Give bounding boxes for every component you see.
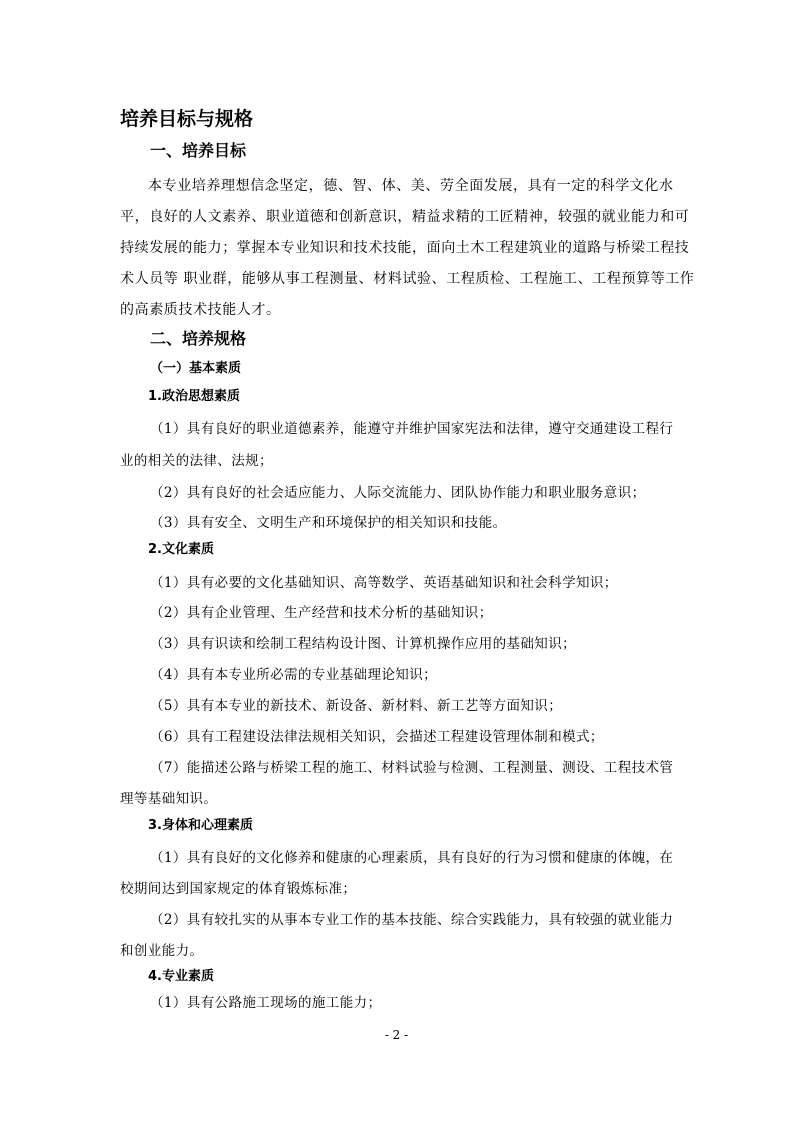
list-item: （1）具有良好的文化修养和健康的心理素质，具有良好的行为习惯和健康的体魄，在 [150, 850, 674, 866]
list-item: （2）具有良好的社会适应能力、人际交流能力、团队协作能力和职业服务意识； [150, 485, 646, 501]
group-heading: 3.身体和心理素质 [148, 818, 253, 833]
subsection-heading: （一）基本素质 [150, 361, 242, 376]
paragraph-line: 本专业培养理想信念坚定，德、智、体、美、劳全面发展，具有一定的科学文化水 [148, 178, 674, 194]
list-item: 校期间达到国家规定的体育锻炼标准； [120, 881, 357, 897]
list-item: 和创业能力。 [120, 943, 204, 959]
section-heading-goals: 一、培养目标 [150, 141, 247, 160]
list-item: （1）具有良好的职业道德素养，能遵守并维护国家宪法和法律，遵守交通建设工程行 [150, 421, 674, 437]
group-heading: 1.政治思想素质 [148, 389, 240, 404]
paragraph-line: 术人员等 职业群，能够从事工程测量、材料试验、工程质检、工程施工、工程预算等工作 [120, 271, 695, 287]
list-item: （6）具有工程建设法律法规相关知识，会描述工程建设管理体制和模式； [150, 729, 604, 745]
group-heading: 4.专业素质 [148, 969, 214, 984]
paragraph-line: 的高素质技术技能人才。 [120, 302, 281, 318]
list-item: 理等基础知识。 [120, 791, 218, 807]
paragraph-line: 平，良好的人文素养、职业道德和创新意识，精益求精的工匠精神，较强的就业能力和可 [120, 209, 690, 225]
group-heading: 2.文化素质 [148, 542, 214, 557]
list-item: （1）具有必要的文化基础知识、高等数学、英语基础知识和社会科学知识； [150, 575, 618, 591]
list-item: （4）具有本专业所必需的专业基础理论知识； [150, 667, 437, 683]
list-item: （3）具有安全、文明生产和环境保护的相关知识和技能。 [150, 515, 507, 531]
list-item: （7）能描述公路与桥梁工程的施工、材料试验与检测、工程测量、测设、工程技术管 [150, 760, 674, 776]
paragraph-line: 持续发展的能力；掌握本专业知识和技术技能，面向土木工程建筑业的道路与桥梁工程技 [120, 240, 690, 256]
list-item: （1）具有公路施工现场的施工能力； [150, 995, 382, 1011]
list-item: （2）具有较扎实的从事本专业工作的基本技能、综合实践能力，具有较强的就业能力 [150, 912, 674, 928]
list-item: 业的相关的法律、法规； [120, 453, 273, 469]
list-item: （5）具有本专业的新技术、新设备、新材料、新工艺等方面知识； [150, 698, 563, 714]
section-heading-specs: 二、培养规格 [150, 329, 247, 348]
list-item: （2）具有企业管理、生产经营和技术分析的基础知识； [150, 605, 493, 621]
page-number: - 2 - [384, 1028, 409, 1042]
page-title: 培养目标与规格 [120, 108, 254, 130]
list-item: （3）具有识读和绘制工程结构设计图、计算机操作应用的基础知识； [150, 636, 576, 652]
